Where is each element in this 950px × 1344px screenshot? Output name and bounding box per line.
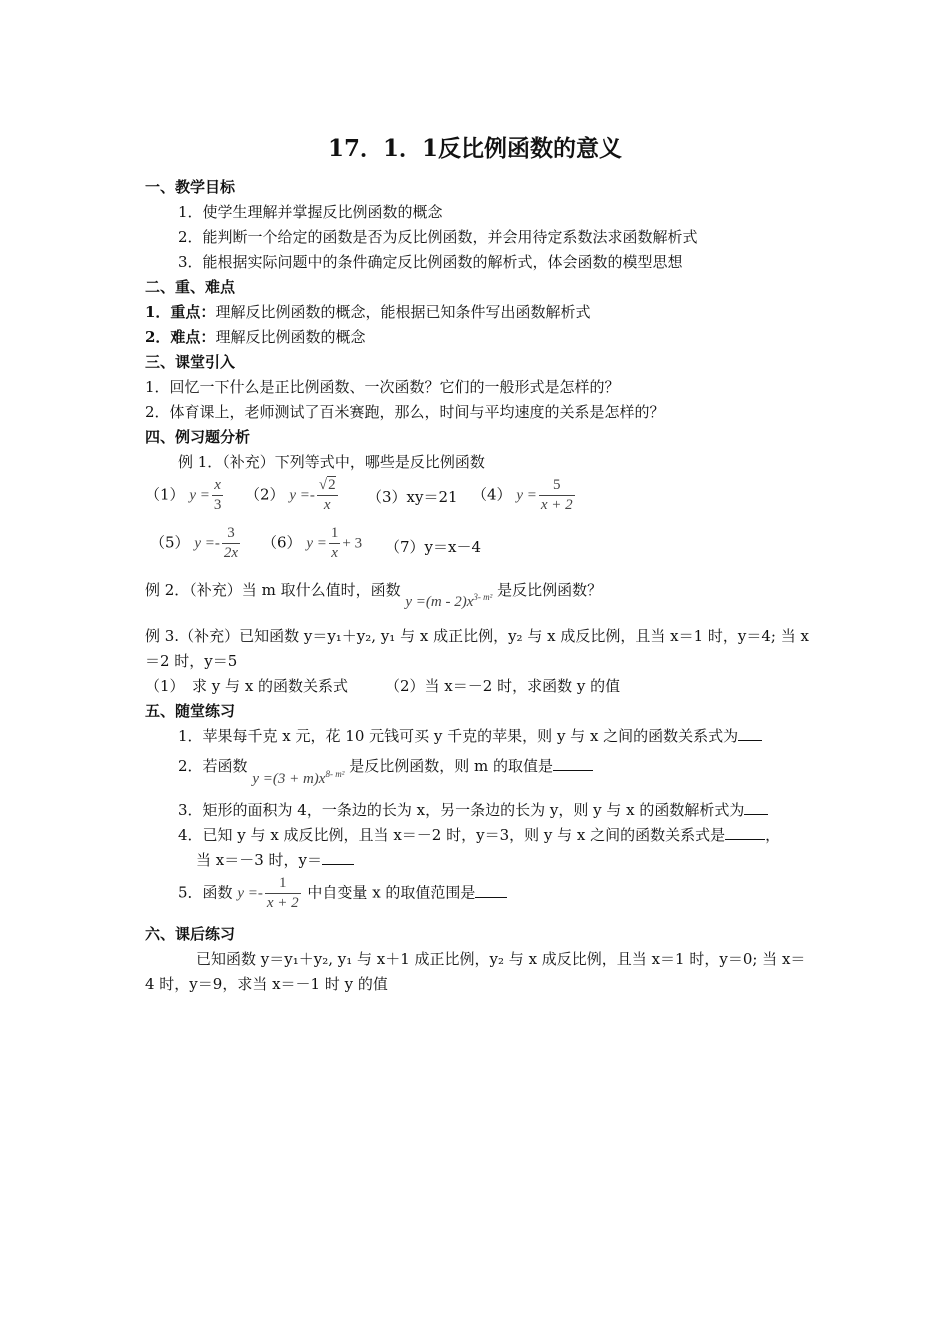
- example-1-option-6: [262, 524, 362, 563]
- formula-base: y =(m - 2)x: [405, 594, 474, 610]
- answer-blank[interactable]: [744, 800, 768, 815]
- example-3-line-1: 例 3.（补充）已知函数 y＝y₁＋y₂, y₁ 与 x 成正比例，y₂ 与 x 成反比例，且当 x＝1 时，y＝4; 当 x: [145, 627, 809, 645]
- practice-4-text: 4．已知 y 与 x 成反比例，且当 x＝－2 时，y＝3，则 y 与 x 之间的函数关系式是: [178, 826, 726, 844]
- section-heading-key-points: 二、重、难点: [145, 278, 236, 296]
- numerator: 5: [539, 476, 575, 496]
- practice-3: [178, 800, 768, 820]
- example-3-question-2: （2）当 x＝－2 时，求函数 y 的值: [385, 677, 621, 695]
- section-heading-examples: 四、例习题分析: [145, 428, 251, 446]
- section-heading-practice: 五、随堂练习: [145, 702, 236, 720]
- goal-item-2: 2．能判断一个给定的函数是否为反比例函数，并会用待定系数法求函数解析式: [178, 228, 698, 246]
- homework-line-2: 4 时，y＝9，求当 x＝－1 时 y 的值: [145, 975, 388, 993]
- section-heading-homework: 六、课后练习: [145, 925, 236, 943]
- goal-item-3: 3．能根据实际问题中的条件确定反比例函数的解析式，体会函数的模型思想: [178, 253, 683, 271]
- fraction: [539, 476, 575, 515]
- fraction: [329, 524, 341, 563]
- key-point-text: 理解反比例函数的概念，能根据已知条件写出函数解析式: [215, 303, 591, 321]
- practice-2-text: 2．若函数: [178, 757, 248, 775]
- practice-4-line-2: [196, 850, 354, 870]
- formula-lhs: y =: [306, 535, 327, 552]
- example-1-option-3: （3）xy＝21: [367, 488, 458, 506]
- practice-4-line-1: [178, 825, 780, 845]
- punctuation: ，: [765, 826, 781, 844]
- numerator: x: [212, 476, 224, 496]
- difficulty-label: 2．难点：: [145, 328, 216, 346]
- example-1-intro: 例 1．（补充）下列等式中，哪些是反比例函数: [178, 453, 485, 471]
- practice-1-text: 1．苹果每千克 x 元，花 10 元钱可买 y 千克的苹果，则 y 与 x 之间的函数关系式为: [178, 727, 739, 745]
- homework-line-1: 已知函数 y＝y₁＋y₂, y₁ 与 x＋1 成正比例，y₂ 与 x 成反比例，且当 x＝1 时，y＝0; 当 x＝: [196, 950, 806, 968]
- practice-5-question: 中自变量 x 的取值范围是: [307, 883, 476, 902]
- numerator: 1: [329, 524, 341, 544]
- practice-5-text: 5．函数: [178, 883, 233, 902]
- fraction: [222, 524, 240, 563]
- formula-exponent: 3- m²: [473, 592, 493, 602]
- example-1-option-5: [150, 524, 242, 563]
- key-point-label: 1．重点：: [145, 303, 216, 321]
- example-1-option-7: （7）y＝x－4: [385, 538, 482, 556]
- section-heading-goals: 一、教学目标: [145, 178, 236, 196]
- formula-exponent: 8- m²: [325, 769, 345, 779]
- example-3-line-2: ＝2 时，y＝5: [145, 652, 238, 670]
- fraction: [317, 476, 338, 515]
- example-2-question: 是反比例函数？: [497, 581, 603, 599]
- answer-blank[interactable]: [475, 883, 507, 898]
- example-2: [145, 576, 603, 610]
- fraction: [212, 476, 224, 515]
- example-1-option-2: [245, 476, 340, 515]
- example-2-formula: [405, 594, 492, 610]
- practice-4-text-2: 当 x＝－3 时，y＝: [196, 851, 323, 869]
- answer-blank[interactable]: [553, 756, 593, 771]
- page-title: 17．1．1反比例函数的意义: [327, 135, 622, 162]
- example-3-question-1: （1） 求 y 与 x 的函数关系式: [145, 677, 349, 695]
- difficulty-text: 理解反比例函数的概念: [215, 328, 366, 346]
- option-label: （1）: [145, 485, 185, 504]
- practice-3-text: 3．矩形的面积为 4，一条边的长为 x，另一条边的长为 y，则 y 与 x 的函数解析式为: [178, 801, 745, 819]
- numerator: 1: [265, 874, 301, 894]
- practice-1: [178, 726, 762, 746]
- practice-2: [178, 752, 593, 787]
- option-label: （6）: [262, 533, 302, 552]
- formula-tail: + 3: [342, 535, 363, 552]
- formula-lhs: y =: [516, 487, 537, 504]
- formula-lhs: y =-: [237, 885, 263, 902]
- example-1-option-1: [145, 476, 225, 515]
- section-heading-intro: 三、课堂引入: [145, 353, 236, 371]
- practice-2-question: 是反比例函数，则 m 的取值是: [349, 757, 553, 775]
- practice-2-formula: [252, 771, 344, 787]
- difficulty-line: [145, 327, 365, 347]
- practice-5: [178, 874, 507, 913]
- answer-blank[interactable]: [738, 726, 762, 741]
- answer-blank[interactable]: [322, 850, 354, 865]
- formula-lhs: y =-: [194, 535, 220, 552]
- numerator: √2: [317, 476, 338, 496]
- option-label: （5）: [150, 533, 190, 552]
- formula-base: y =(3 + m)x: [252, 771, 326, 787]
- option-label: （4）: [472, 485, 512, 504]
- denominator: x: [331, 545, 338, 561]
- numerator: 3: [222, 524, 240, 544]
- option-label: （2）: [245, 485, 285, 504]
- example-1-option-4: [472, 476, 577, 515]
- fraction: [265, 874, 301, 913]
- denominator: x: [323, 497, 331, 513]
- denominator: x + 2: [266, 895, 299, 911]
- key-point-line: [145, 302, 590, 322]
- intro-item-2: 2．体育课上，老师测试了百米赛跑，那么，时间与平均速度的关系是怎样的？: [145, 403, 665, 421]
- example-2-text: 例 2．（补充）当 m 取什么值时，函数: [145, 581, 401, 599]
- formula-lhs: y =-: [289, 487, 315, 504]
- radicand: 2: [328, 477, 336, 493]
- answer-blank[interactable]: [725, 825, 765, 840]
- formula-lhs: y =: [189, 487, 210, 504]
- denominator: 2x: [223, 545, 239, 561]
- intro-item-1: 1．回忆一下什么是正比例函数、一次函数？它们的一般形式是怎样的？: [145, 378, 620, 396]
- denominator: 3: [213, 497, 222, 513]
- denominator: x + 2: [540, 497, 573, 513]
- goal-item-1: 1．使学生理解并掌握反比例函数的概念: [178, 203, 443, 221]
